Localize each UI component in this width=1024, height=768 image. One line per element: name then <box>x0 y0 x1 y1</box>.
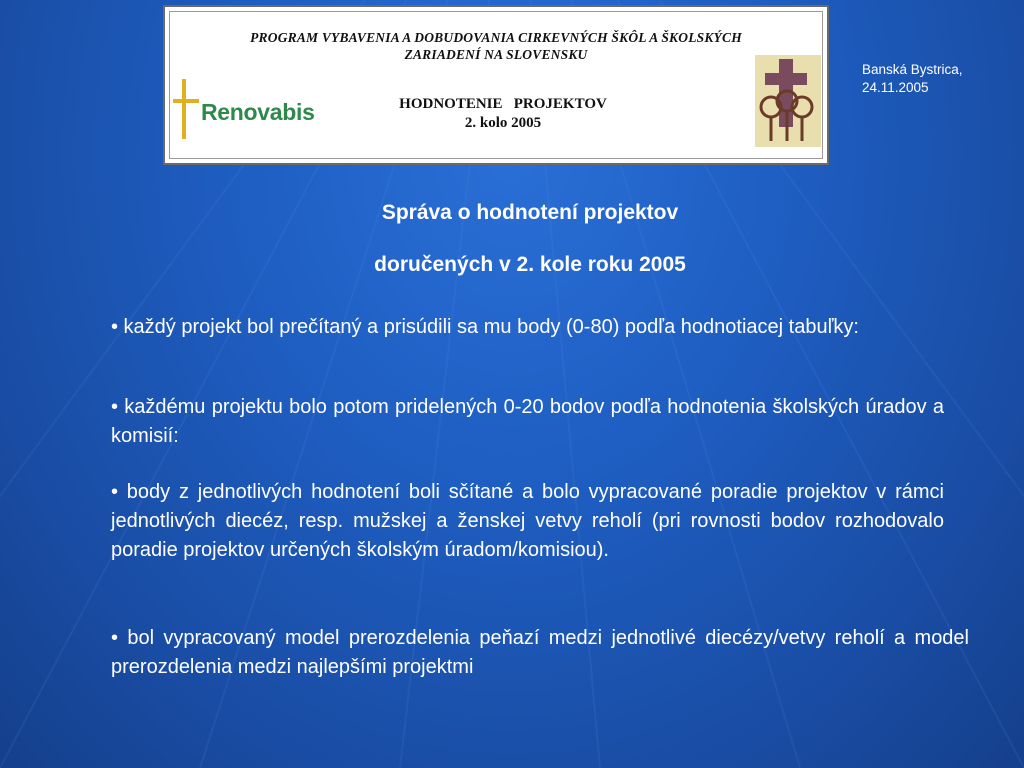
bullet-item-4: • bol vypracovaný model prerozdelenia peňazí medzi jednotlivé diecézy/vetvy reholí a model prerozdelenia medzi najlepšími projektmi <box>111 627 969 678</box>
renovabis-logo <box>171 77 321 143</box>
bullet-item-1: • každý projekt bol prečítaný a prisúdili sa mu body (0-80) podľa hodnotiacej tabuľky: <box>111 316 859 338</box>
evaluation-title-line1: HODNOTENIE PROJEKTOV <box>399 96 607 112</box>
evaluation-title-line2: 2. kolo 2005 <box>464 115 542 131</box>
program-title <box>165 29 827 63</box>
date: 24.11.2005 <box>862 80 929 95</box>
program-title-line1: PROGRAM VYBAVENIA A DOBUDOVANIA CIRKEVNÝCH ŠKÔL A ŠKOLSKÝCH <box>250 30 742 45</box>
bullet-item-3: • body z jednotlivých hodnotení boli sčítané a bolo vypracované poradie projektov v rámci jednotlivých diecéz, resp. mužskej a ženskej vetvy reholí (pri rovnosti bodov rozhodovalo poradie projektov určených školským úradom/komisiou). <box>111 481 944 561</box>
renovabis-logo-text: Renovabis <box>201 99 315 125</box>
place-and-date <box>862 61 963 97</box>
program-title-line2: ZARIADENÍ NA SLOVENSKU <box>404 47 588 62</box>
evaluation-title <box>353 95 653 133</box>
report-title-line2: doručených v 2. kole roku 2005 <box>374 253 686 276</box>
program-header-banner <box>163 5 829 165</box>
report-title-line1: Správa o hodnotení projektov <box>381 201 679 224</box>
place: Banská Bystrica, <box>862 62 963 77</box>
renovabis-cross-icon <box>171 77 201 143</box>
bullet-item-2: • každému projektu bolo potom pridelených 0-20 bodov podľa hodnotenia školských úradov a komisií: <box>111 396 944 447</box>
cross-rings-emblem-icon <box>755 55 821 147</box>
